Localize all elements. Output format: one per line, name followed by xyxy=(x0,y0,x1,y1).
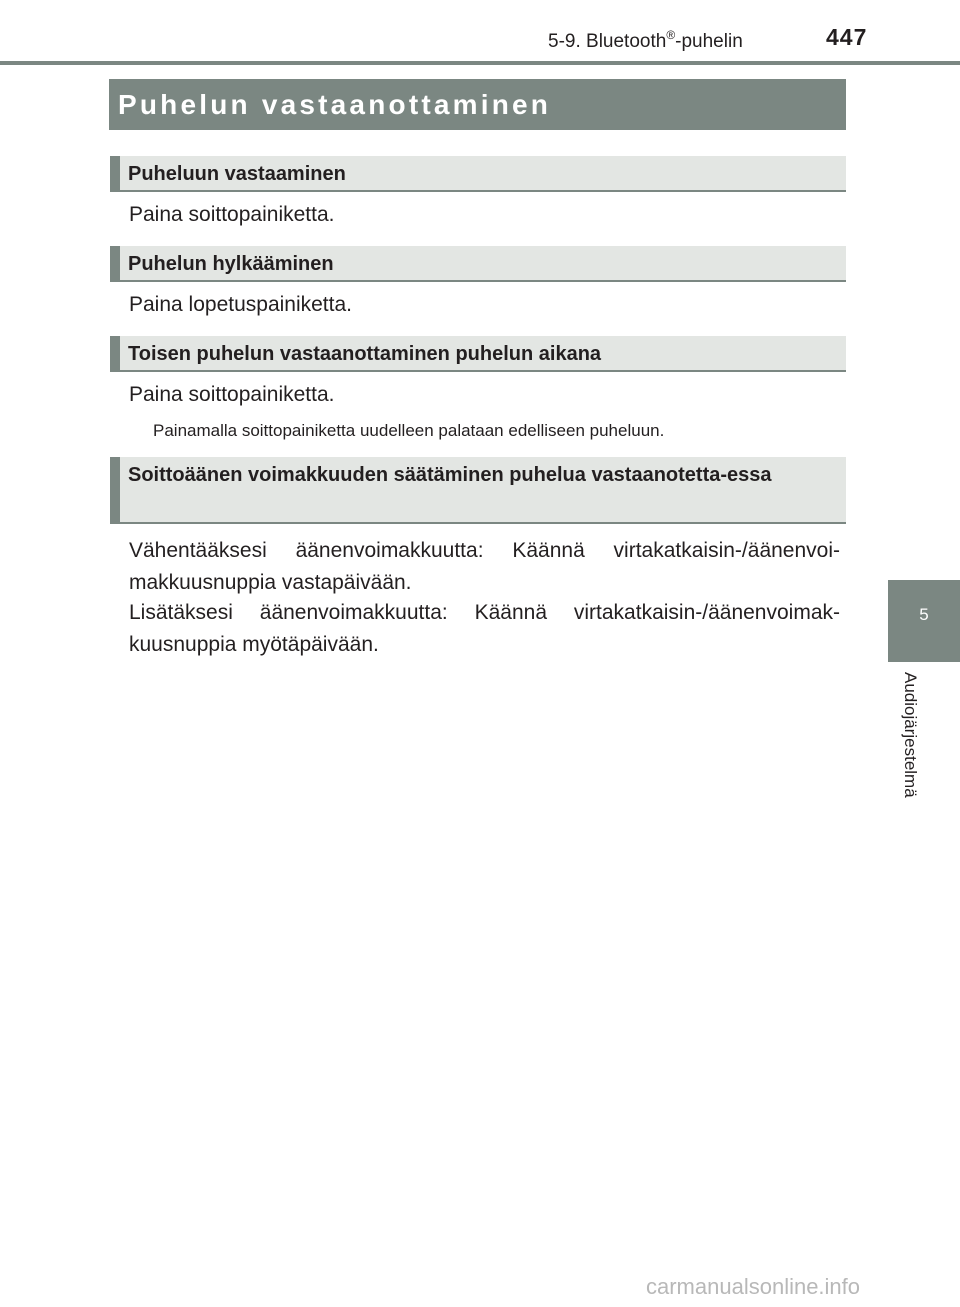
watermark: carmanualsonline.info xyxy=(646,1274,861,1299)
reject-call-text: Paina lopetuspainiketta. xyxy=(129,293,352,316)
answer-call-text: Paina soittopainiketta. xyxy=(129,203,335,226)
chapter-prefix: 5-9. Bluetooth xyxy=(548,31,667,52)
volume-decrease-text: Vähentääksesi äänenvoimakkuutta: Käännä virtakatkaisin-/äänenvoi-makkuusnuppia vastapäivään. xyxy=(129,539,840,594)
subheading-reject-call: Puhelun hylkääminen xyxy=(110,246,846,282)
subheading-ringtone-volume: Soittoäänen voimakkuuden säätäminen puhelua vastaanotetta-essa xyxy=(110,457,846,524)
chapter-tab-label: Audiojärjestelmä xyxy=(901,672,920,798)
chapter-tab: 5 xyxy=(888,580,960,662)
registered-mark: ® xyxy=(666,28,676,42)
subheading-second-call: Toisen puhelun vastaanottaminen puhelun aikana xyxy=(110,336,846,372)
second-call-text: Paina soittopainiketta. xyxy=(129,383,335,406)
subheading-answer-call: Puheluun vastaaminen xyxy=(110,156,846,192)
header-divider xyxy=(0,61,960,65)
second-call-note: Painamalla soittopainiketta uudelleen palataan edelliseen puheluun. xyxy=(153,421,665,440)
chapter-suffix: -puhelin xyxy=(675,31,743,52)
page-title: Puhelun vastaanottaminen xyxy=(109,79,846,130)
chapter-header xyxy=(548,28,743,53)
volume-increase-text: Lisätäksesi äänenvoimakkuutta: Käännä virtakatkaisin-/äänenvoimak-kuusnuppia myötäpäivään. xyxy=(129,601,840,656)
page-number: 447 xyxy=(826,24,868,50)
